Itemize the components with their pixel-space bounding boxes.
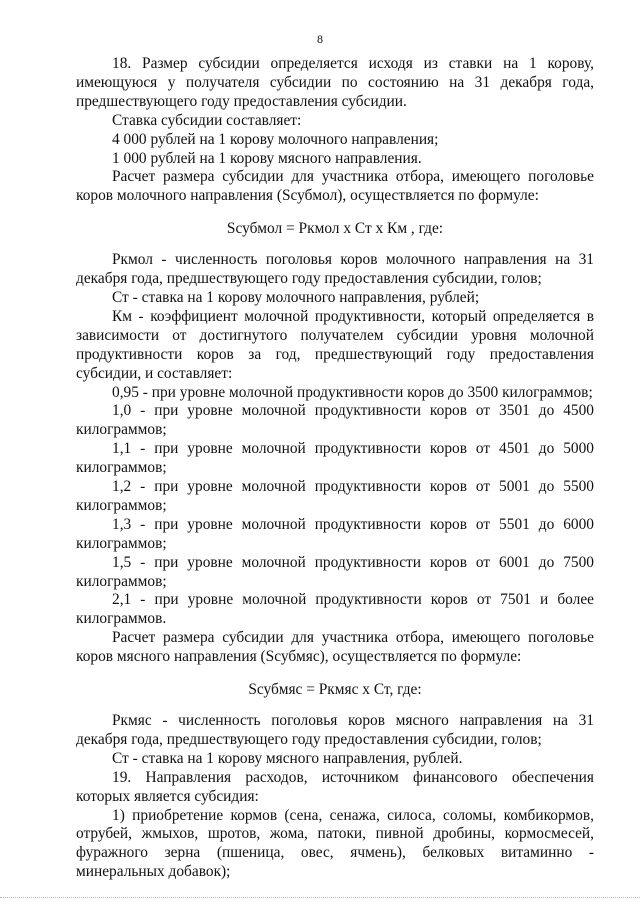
paragraph-subsidy-size: 18. Размер субсидии определяется исходя из ставки на 1 корову, имеющуюся у получателя субсидии по состоянию на 31 декабря года, предшествующего году предоставления субсидии. xyxy=(76,55,594,110)
paragraph-rate-meat: 1 000 рублей на 1 корову мясного направления. xyxy=(112,149,422,167)
paragraph-feed-purchase: 1) приобретение кормов (сена, сенажа, силоса, соломы, комбикормов, отрубей, жмыхов, шротов, жома, патоки, пивной дробины, кормосмесей, фуражного зерна (пшеница, овес, ячмень), белковых витаминно - минеральных добавок); xyxy=(76,806,594,881)
coefficient-15: 1,5 - при уровне молочной продуктивности коров от 6001 до 7500 килограммов; xyxy=(76,553,594,590)
coefficient-13: 1,3 - при уровне молочной продуктивности коров от 5501 до 6000 килограммов; xyxy=(76,515,594,552)
paragraph-dairy-calc-intro: Расчет размера субсидии для участника отбора, имеющего поголовье коров молочного направления (Sсубмол), осуществляется по формуле: xyxy=(76,168,594,205)
coefficient-11: 1,1 - при уровне молочной продуктивности коров от 4501 до 5000 килограммов; xyxy=(76,440,594,477)
paragraph-rate-dairy: 4 000 рублей на 1 корову молочного направления; xyxy=(112,130,439,148)
formula-dairy: Sсубмол = Ркмол х Ст х Км , где: xyxy=(226,220,444,238)
coefficient-095: 0,95 - при уровне молочной продуктивности коров до 3500 килограммов; xyxy=(112,383,593,401)
definition-rkmol: Ркмол - численность поголовья коров молочного направления на 31 декабря года, предшествующего году предоставления субсидии, голов; xyxy=(76,251,594,288)
definition-km: Км - коэффициент молочной продуктивности, который определяется в зависимости от достигнутого получателем субсидии уровня молочной продуктивности коров за год, предшествующий году предоставления субсидии, и составляет: xyxy=(76,307,594,382)
coefficient-10: 1,0 - при уровне молочной продуктивности коров от 3501 до 4500 килограммов; xyxy=(76,402,594,439)
definition-st-dairy: Ст - ставка на 1 корову молочного направления, рублей; xyxy=(112,288,480,306)
definition-rkmyas: Ркмяс - численность поголовья коров мясного направления на 31 декабря года, предшествующего году предоставления субсидии, голов; xyxy=(76,712,594,748)
paragraph-rate-intro: Ставка субсидии составляет: xyxy=(112,111,302,129)
page-number: 8 xyxy=(317,32,323,46)
coefficient-21: 2,1 - при уровне молочной продуктивности коров от 7501 и более килограммов. xyxy=(76,591,594,628)
paragraph-meat-calc-intro: Расчет размера субсидии для участника отбора, имеющего поголовье коров мясного направления (Sсубмяс), осуществляется по формуле: xyxy=(76,629,594,666)
definition-st-meat: Ст - ставка на 1 корову мясного направления, рублей. xyxy=(112,749,463,767)
formula-meat: Sсубмяс = Ркмяс х Ст, где: xyxy=(248,681,422,699)
coefficient-12: 1,2 - при уровне молочной продуктивности коров от 5001 до 5500 килограммов; xyxy=(76,478,594,514)
scan-bottom-edge xyxy=(0,897,640,899)
document-body xyxy=(76,55,594,882)
paragraph-expense-directions: 19. Направления расходов, источником финансового обеспечения которых является субсидия: xyxy=(76,768,594,805)
